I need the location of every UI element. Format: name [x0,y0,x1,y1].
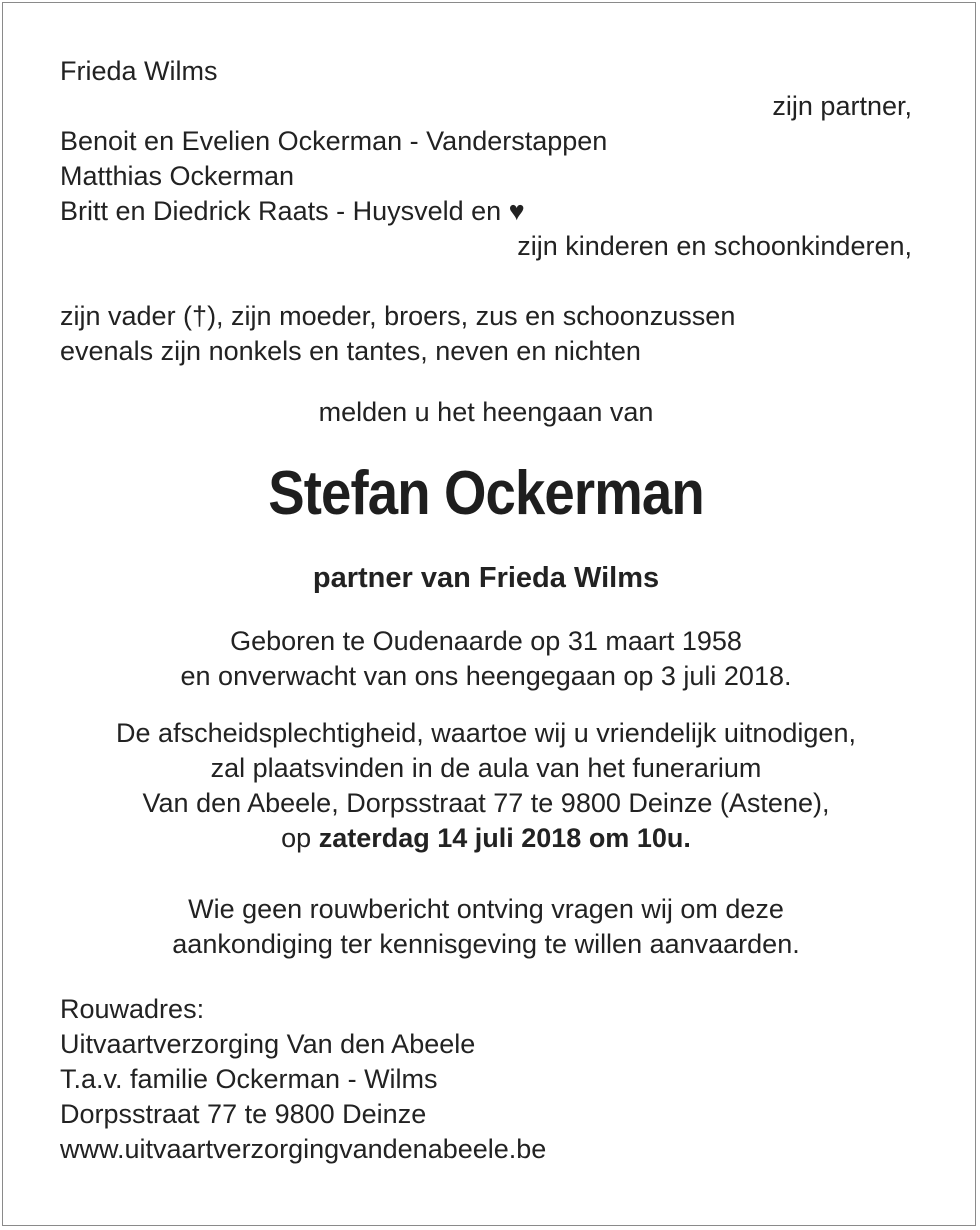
ceremony-line-2: zal plaatsvinden in de aula van het funerarium [210,753,762,783]
spacer [60,596,912,624]
spacer [60,962,912,992]
partner-name: Frieda Wilms [60,56,218,86]
address-line-1: Uitvaartverzorging Van den Abeele [60,1029,476,1059]
relatives-line-1: zijn vader (†), zijn moeder, broers, zus en schoonzussen [60,301,736,331]
death-line: en onverwacht van ons heengegaan op 3 juli 2018. [180,661,792,691]
spacer [60,694,912,716]
deceased-name: Stefan Ockerman [268,459,704,528]
child-line-1: Benoit en Evelien Ockerman - Vanderstappen [60,126,608,156]
address-line-3: Dorpsstraat 77 te 9800 Deinze [60,1099,427,1129]
spacer [60,264,912,299]
child-line-3: Britt en Diedrick Raats - Huysveld en ♥ [60,196,525,226]
notice-line-1: Wie geen rouwbericht ontving vragen wij om deze [188,894,784,924]
spacer [60,369,912,395]
notice-line-2: aankondiging ter kennisgeving te willen aanvaarden. [172,929,800,959]
date-prefix: op [281,823,319,853]
ceremony-line-1: De afscheidsplechtigheid, waartoe wij u vriendelijk uitnodigen, [116,718,856,748]
spacer [60,530,912,560]
partner-role: zijn partner, [772,91,912,121]
partner-subtitle: partner van Frieda Wilms [312,562,660,594]
children-role: zijn kinderen en schoonkinderen, [517,231,912,261]
relatives-line-2: evenals zijn nonkels en tantes, neven en nichten [60,336,641,366]
spacer [60,430,912,458]
address-line-2: T.a.v. familie Ockerman - Wilms [60,1064,438,1094]
child-line-2: Matthias Ockerman [60,161,295,191]
ceremony-line-3: Van den Abeele, Dorpsstraat 77 te 9800 Deinze (Astene), [142,788,830,818]
address-website[interactable]: www.uitvaartverzorgingvandenabeele.be [60,1134,547,1164]
spacer [60,856,912,892]
ceremony-date: zaterdag 14 juli 2018 om 10u. [318,823,691,853]
ceremony-date-line [60,821,912,856]
birth-line: Geboren te Oudenaarde op 31 maart 1958 [230,626,742,656]
intro-text: melden u het heengaan van [318,397,654,427]
address-label: Rouwadres: [60,994,205,1024]
death-notice [60,54,912,1167]
